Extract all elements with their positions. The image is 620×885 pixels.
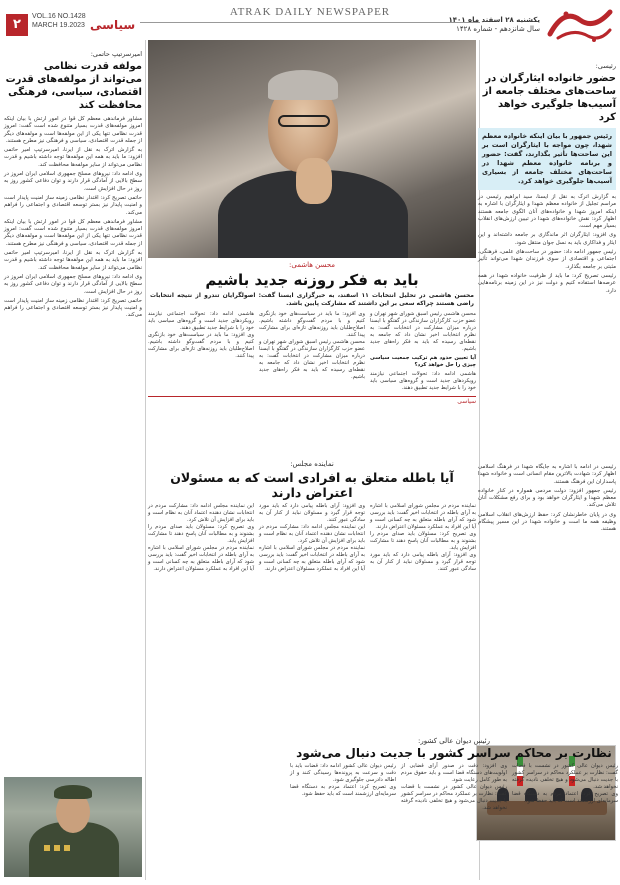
right-continued-body [478, 464, 616, 534]
paragraph: هاشمی ادامه داد: تحولات اجتماعی نیازمند رویکردهای جدید است و گروه‌های سیاسی باید خود را با شرایط جدید تطبیق دهند. [370, 371, 476, 391]
paragraph: به گزارش اترک به نقل از ایرنا، امیرسرتیپ امیر حاتمی افزود: ما باید به همه این مولفه‌ها توجه داشته باشیم و قدرت نظامی می‌تواند از سایر مولفه‌ها محافظت کند. [4, 147, 142, 168]
glasses-shape [278, 115, 330, 127]
issue-line: سال شانزدهم - شماره ۱۴۲۸ [456, 25, 540, 33]
medal-icon [64, 845, 70, 851]
right-story-body [478, 194, 616, 295]
paragraph: به گزارش اترک به نقل از ایرنا، امیرسرتیپ امیر حاتمی افزود: ما باید به همه این مولفه‌ها توجه داشته باشیم و قدرت نظامی می‌تواند از سایر مولفه‌ها محافظت کند. [4, 250, 142, 271]
section-divider [148, 396, 476, 406]
left-column-story [4, 50, 142, 322]
main-story [148, 40, 476, 406]
paragraph: این نماینده مجلس ادامه داد: مشارکت مردم در انتخابات نشان دهنده اعتماد آنان به نظام است و باید برای افزایش آن تلاش کرد. [259, 524, 365, 544]
paragraph: وی تصریح کرد: مسئولان باید صدای مردم را بشنوند و به مطالبات آنان پاسخ دهند تا مشارکت افزایش یابد. [370, 531, 476, 551]
medal-icon [54, 845, 60, 851]
paragraph: رئیس دیوان عالی کشور در نشست با قضات گفت: نظارت بر عملکرد محاکم در سراسر کشور با جدیت دنبال می‌شود و هیچ تخلفی نادیده گرفته نخواهد شد. [401, 784, 507, 811]
text-column [148, 311, 254, 392]
paragraph: نماینده مردم در مجلس شورای اسلامی با اشاره به آرای باطله در انتخابات اخیر گفت: باید بررسی شود که آرای باطله متعلق به چه کسانی است و آیا این افراد به عملکرد مسئولان اعتراض دارند. [148, 545, 254, 572]
right-column-story [478, 62, 616, 297]
paragraph: وی ادامه داد: نیروهای مسلح جمهوری اسلامی ایران امروز در سطح بالایی از آمادگی قرار دارند و توان دفاعی کشور روز به روز در حال افزایش است. [4, 273, 142, 295]
column-separator [145, 40, 146, 880]
third-story-headline: نظارت بر محاکم سراسر کشور با جدیت دنبال می‌شود [296, 746, 612, 760]
paragraph: محسن هاشمی رئیس اسبق شورای شهر تهران و عضو حزب کارگزاران سازندگی در گفتگو با ایسنا درباره میزان مشارکت در انتخابات گفت: به نظرم انتخابات اخیر نشان داد که جامعه به نقطه‌ای رسیده که باید به فکر راه‌های جدید باشیم. [259, 339, 365, 380]
pull-quote: آیا تعیین حدود هم ترکیب جمعیت سیاسی چیزی را حل خواهد کرد؟ [370, 355, 476, 368]
right-story-kicker: رئیسی: [595, 62, 616, 70]
medal-icon [44, 845, 50, 851]
paragraph: نماینده مردم در مجلس شورای اسلامی با اشاره به آرای باطله در انتخابات اخیر گفت: باید بررسی شود که آرای باطله متعلق به چه کسانی است و آیا این افراد به عملکرد مسئولان اعتراض دارند. [370, 503, 476, 530]
newspaper-logo [544, 4, 616, 46]
volume-line: VOL.16 NO.1428 [32, 13, 86, 20]
left-story-body [4, 116, 142, 320]
text-column [370, 503, 476, 573]
paragraph: رئیس دیوان عالی کشور در نشست با قضات گفت: نظارت بر عملکرد محاکم در سراسر کشور با جدیت دنبال می‌شود و هیچ تخلفی نادیده گرفته نخواهد شد. [512, 763, 618, 790]
main-story-columns [148, 311, 476, 392]
hair-shape [268, 70, 338, 100]
paragraph: حاتمی تصریح کرد: اقتدار نظامی زمینه ساز امنیت پایدار است و امنیت پایدار نیز بستر توسعه اقتصادی و اجتماعی را فراهم می‌کند. [4, 194, 142, 216]
paragraph: رئیسی در ادامه با اشاره به جایگاه شهدا در فرهنگ اسلامی اظهار کرد: شهادت بالاترین مقام انسانی است و خانواده شهدا پاسداران این فرهنگ هستند. [478, 464, 616, 485]
paragraph: وی ادامه داد: نیروهای مسلح جمهوری اسلامی ایران امروز در سطح بالایی از آمادگی قرار دارند و توان دفاعی کشور روز به روز در حال افزایش است. [4, 171, 142, 192]
main-story-lead: محسن هاشمی در تحلیل انتخابات ۱۱ اسفند، به خبرگزاری ایسنا گفت: اصولگرایان تندرو از نتیجه انتخابات راضی هستند چراکه سعی بر این داشتند که مشارکت پایین باشد. [150, 292, 474, 307]
second-story-kicker: نماینده مجلس: [290, 460, 334, 468]
paragraph: وی در پایان خاطرنشان کرد: حفظ ارزش‌های انقلاب اسلامی وظیفه همه ما است و خانواده شهدا در این مسیر پیشگام هستند. [478, 511, 616, 533]
paragraph: این نماینده مجلس ادامه داد: مشارکت مردم در انتخابات نشان دهنده اعتماد آنان به نظام است و باید برای افزایش آن تلاش کرد. [148, 503, 254, 523]
volume-info [32, 12, 86, 30]
text-column [370, 311, 476, 392]
paragraph: وی افزود: ما باید در سیاست‌های خود بازنگری کنیم و با مردم گفت‌وگو داشته باشیم. اصلاح‌طلبان باید روزنه‌های تازه‌ای برای مشارکت پیدا کنند. [148, 332, 254, 359]
right-column-continued [478, 460, 616, 536]
third-story-kicker: رئیس دیوان عالی کشور: [417, 737, 491, 745]
general-portrait-photo [4, 777, 142, 877]
persian-date-line: یکشنبه ۲۸ اسفند ماه ۱۴۰۱ [448, 16, 540, 24]
paragraph: رئیسی تصریح کرد: ما باید از ظرفیت خانواده شهدا در همه عرصه‌ها استفاده کنیم و دولت نیز در این زمینه برنامه‌هایی دارد. [478, 272, 616, 294]
paragraph: حاتمی تصریح کرد: اقتدار نظامی زمینه ساز امنیت پایدار است و امنیت پایدار نیز بستر توسعه اقتصادی و اجتماعی را فراهم می‌کند. [4, 297, 142, 319]
text-column [148, 503, 254, 573]
military-cap [54, 785, 92, 799]
text-column [512, 763, 618, 812]
left-story-headline: مولفه قدرت نظامی می‌تواند از مولفه‌های قدرت اقتصادی، سیاسی، فرهنگی محافظت کند [5, 61, 142, 111]
third-story [148, 737, 618, 812]
paragraph: وی تصریح کرد: اعتماد مردم به دستگاه قضا سرمایه‌ای ارزشمند است که باید حفظ شود. [290, 784, 396, 797]
right-story-headline: حضور خانواده ایثارگران در ساحت‌های مختلف جامعه از آسیب‌ها جلوگیری خواهد کرد [482, 73, 616, 123]
left-story-kicker: امیرسرتیپ حاتمی: [90, 50, 142, 58]
section-name: سیاسی [90, 18, 136, 32]
english-date: MARCH 19.2023 [32, 22, 85, 29]
right-story-lead: رئیس جمهور با بیان اینکه خانواده معظم شهدا، چون مواجه با ایثارگران است بر این ساحت‌ها تأثیر بگذارند، گفت: حضور و برنامه خانواده معظم شهدا در ساحت‌های مختلف جامعه از بسیاری آسیب‌ها جلوگیری خواهد کرد. [478, 128, 616, 190]
paragraph: به گزارش اترک به نقل از ایسنا، سید ابراهیم رئیسی در مراسم تجلیل از خانواده معظم شهدا و ایثارگران با اشاره به اینکه امروز شهدا و خانواده‌های آنان الگوی جامعه هستند اظهار کرد: نقش خانواده‌های شهدا در تبیین ارزش‌های انقلاب بسیار مهم است. [478, 194, 616, 230]
second-story-headline: آیا باطله متعلق به افرادی است که به مسئولان اعتراض دارند [170, 470, 454, 500]
main-story-photo [148, 40, 476, 258]
header-rule [140, 22, 480, 23]
persian-date [448, 16, 540, 34]
page-number: ۲ [6, 14, 28, 36]
paper-name-english: ATRAK DAILY NEWSPAPER [229, 6, 391, 18]
text-column [259, 311, 365, 392]
paragraph: محسن هاشمی رئیس اسبق شورای شهر تهران و عضو حزب کارگزاران سازندگی در گفتگو با ایسنا درباره میزان مشارکت در انتخابات گفت: به نظرم انتخابات اخیر نشان داد که جامعه به نقطه‌ای رسیده که باید به فکر راه‌های جدید باشیم. [370, 311, 476, 352]
third-story-columns [290, 763, 618, 812]
paragraph: هاشمی ادامه داد: تحولات اجتماعی نیازمند رویکردهای جدید است و گروه‌های سیاسی باید خود را با شرایط جدید تطبیق دهند. [148, 311, 254, 331]
paragraph: وی تصریح کرد: اعتماد مردم به دستگاه قضا سرمایه‌ای ارزشمند است که باید حفظ شود. [512, 791, 618, 804]
paragraph: نماینده مردم در مجلس شورای اسلامی با اشاره به آرای باطله در انتخابات اخیر گفت: باید بررسی شود که آرای باطله متعلق به چه کسانی است و آیا این افراد به عملکرد مسئولان اعتراض دارند. [259, 545, 365, 572]
paragraph: وی افزود: آرای باطله پیامی دارد که باید مورد توجه قرار گیرد و مسئولان نباید از کنار آن به سادگی عبور کنند. [370, 552, 476, 572]
paragraph: مشاور فرماندهی معظم کل قوا در امور ارتش با بیان اینکه امروز مولفه‌های قدرت بسیار متنوع شده است گفت: امروز قدرت نظامی تنها یکی از این مولفه‌ها است و مولفه‌های دیگر از جمله قدرت اقتصادی، سیاسی و فرهنگی نیز مطرح هستند. [4, 116, 142, 144]
text-column [290, 763, 396, 812]
paragraph: وی تصریح کرد: مسئولان باید صدای مردم را بشنوند و به مطالبات آنان پاسخ دهند تا مشارکت افزایش یابد. [148, 524, 254, 544]
main-story-headline: باید به فکر روزنه جدید باشیم [205, 271, 419, 289]
text-column [401, 763, 507, 812]
second-story-columns [148, 503, 476, 573]
paragraph: رئیس جمهور ادامه داد: حضور در ساحت‌های علمی، فرهنگی، اجتماعی و اقتصادی از سوی فرزندان شهدا می‌تواند تأثیر مثبتی بر جامعه بگذارد. [478, 249, 616, 270]
paragraph: وی افزود: دقت در صدور آرای قضایی از اولویت‌های دستگاه قضا است و باید حقوق مردم به طور کامل رعایت شود. [401, 763, 507, 783]
paragraph: وی افزود: آرای باطله پیامی دارد که باید مورد توجه قرار گیرد و مسئولان نباید از کنار آن به سادگی عبور کنند. [259, 503, 365, 523]
section-divider-label: سیاسی [457, 398, 476, 405]
second-story [148, 460, 476, 573]
main-story-kicker: محسن هاشمی: [289, 261, 335, 269]
hand-shape [296, 158, 332, 204]
text-column [259, 503, 365, 573]
paragraph: رئیس دیوان عالی کشور ادامه داد: قضات باید با دقت و سرعت به پرونده‌ها رسیدگی کنند و از اطاله دادرسی جلوگیری شود. [290, 763, 396, 783]
paragraph: مشاور فرماندهی معظم کل قوا در امور ارتش با بیان اینکه امروز مولفه‌های قدرت بسیار متنوع شده است گفت: امروز قدرت نظامی تنها یکی از این مولفه‌ها است و مولفه‌های دیگر از جمله قدرت اقتصادی، سیاسی و فرهنگی نیز مطرح هستند. [4, 218, 142, 247]
paragraph: رئیس جمهور افزود: دولت مردمی همواره در کنار خانواده معظم شهدا و ایثارگران خواهد بود و برای رفع مشکلات آنان تلاش می‌کند. [478, 487, 616, 509]
paragraph: وی افزود: ایثارگران اثر ماندگاری بر جامعه داشته‌اند و این ایثار و فداکاری باید به نسل جوان منتقل شود. [478, 232, 616, 246]
paragraph: وی افزود: ما باید در سیاست‌های خود بازنگری کنیم و با مردم گفت‌وگو داشته باشیم. اصلاح‌طلبان باید روزنه‌های تازه‌ای برای مشارکت پیدا کنند. [259, 311, 365, 338]
